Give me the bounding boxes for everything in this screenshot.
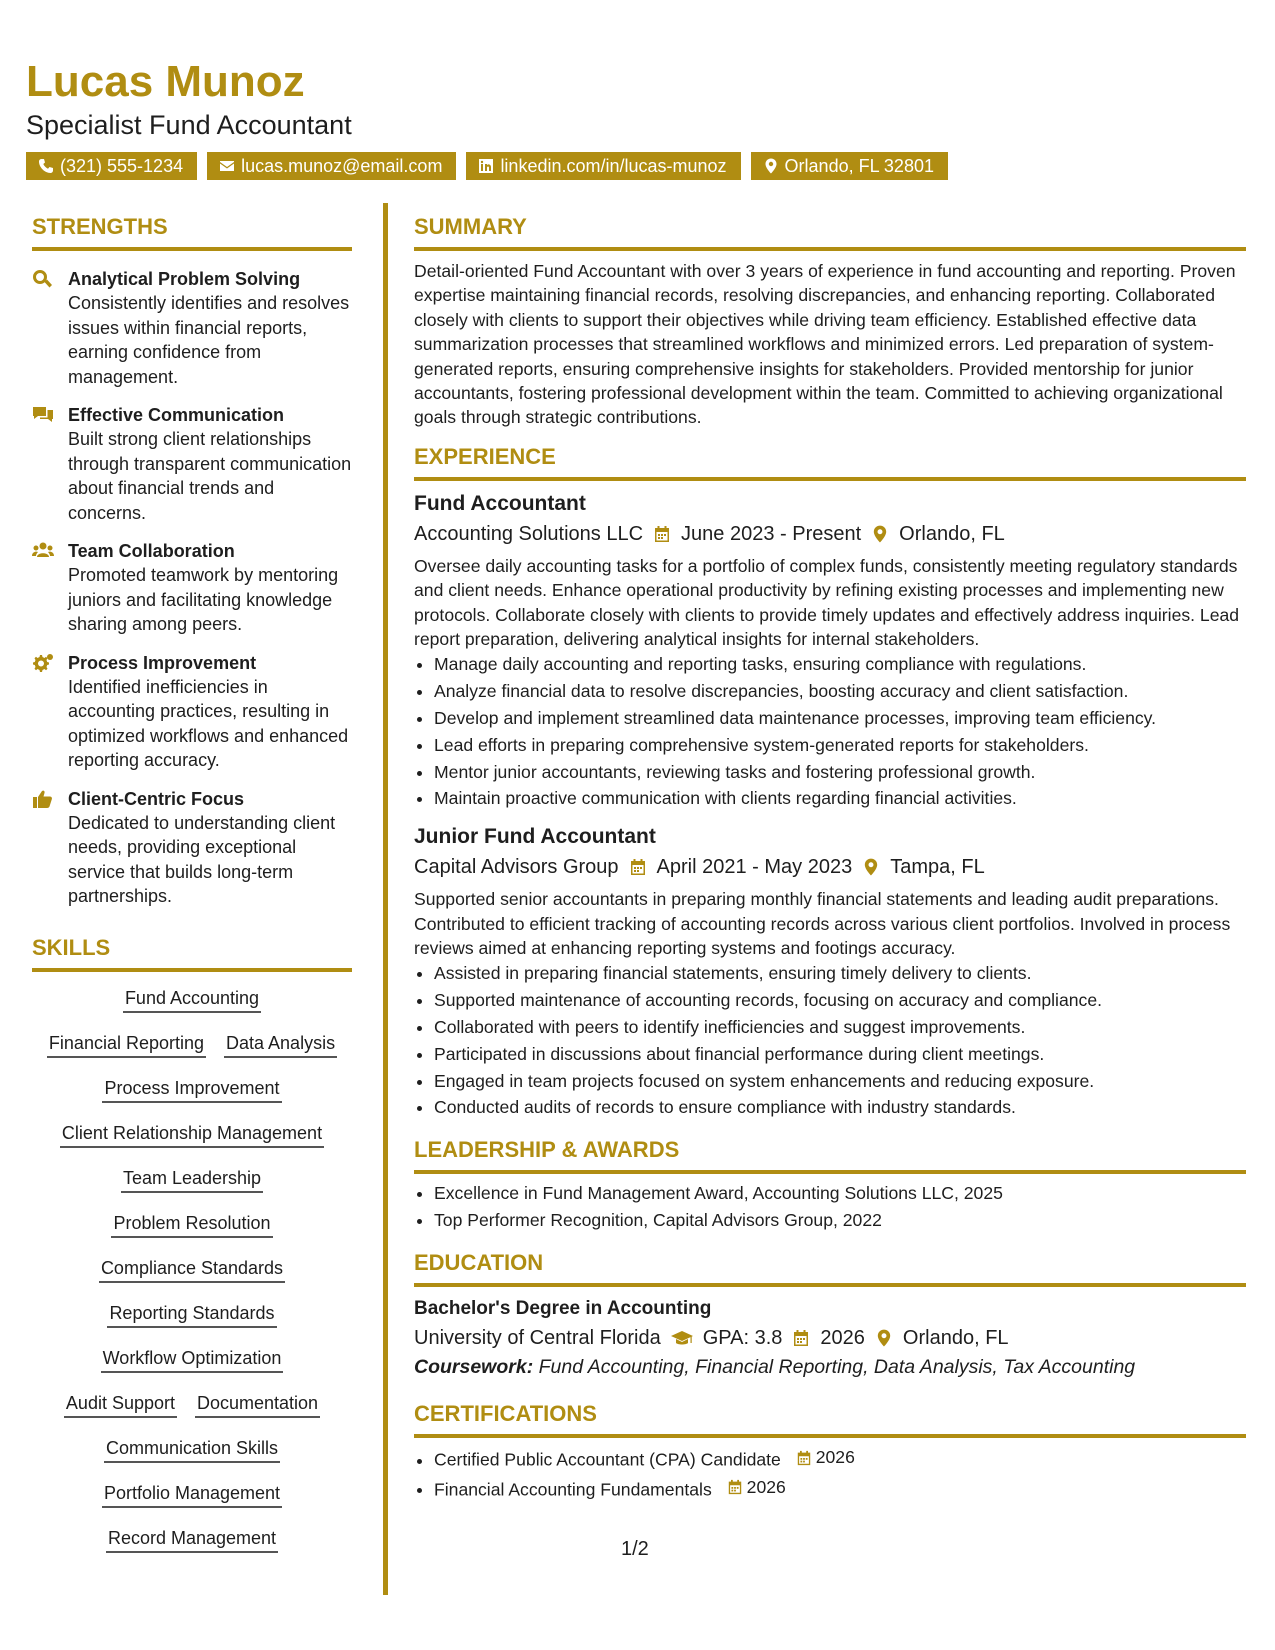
right-column (414, 216, 1246, 1503)
certifications-heading: CERTIFICATIONS (414, 1403, 1246, 1438)
phone-icon (38, 158, 54, 174)
strength-desc: Built strong client relationships through transparent communication about financial trends and concerns. (68, 429, 352, 523)
gpa: GPA: 3.8 (702, 1326, 783, 1349)
skill-row (64, 1391, 320, 1436)
job-entry (414, 493, 1246, 812)
linkedin-icon (478, 158, 494, 174)
skill-tag: Compliance Standards (99, 1256, 285, 1283)
phone-text: (321) 555-1234 (60, 155, 184, 176)
summary-heading: SUMMARY (414, 216, 1246, 251)
skill-row (60, 1121, 324, 1166)
contact-phone (26, 152, 197, 180)
left-column (32, 216, 352, 1571)
skill-tag: Communication Skills (104, 1436, 280, 1463)
bullet-item: • Assisted in preparing financial statements, ensuring timely delivery to clients. (434, 960, 1246, 987)
bullet-item: • Conducted audits of records to ensure compliance with industry standards. (434, 1094, 1246, 1121)
bullet-item: • Mentor junior accountants, reviewing tasks and fostering professional growth. (434, 759, 1246, 786)
job-meta (414, 857, 1246, 877)
education-entry (414, 1299, 1246, 1378)
job-title: Specialist Fund Accountant (26, 110, 352, 140)
contact-bar (26, 152, 948, 180)
chat-bubbles-icon (32, 405, 54, 425)
bullet-item: • Maintain proactive communication with clients regarding financial activities. (434, 785, 1246, 812)
linkedin-text: linkedin.com/in/lucas-munoz (500, 155, 727, 176)
skill-tag: Financial Reporting (47, 1031, 206, 1058)
job-bullets (414, 651, 1246, 812)
strength-desc: Dedicated to understanding client needs, providing exceptional service that builds long-term partnerships. (68, 812, 336, 906)
skill-tag: Client Relationship Management (60, 1121, 324, 1148)
skill-tag: Audit Support (64, 1391, 177, 1418)
job-position: Fund Accountant (414, 491, 586, 515)
job-location: Tampa, FL (890, 856, 985, 879)
skill-tag: Reporting Standards (107, 1301, 276, 1328)
strength-item (32, 403, 352, 525)
calendar-icon (653, 525, 671, 543)
bullet-item: • Supported maintenance of accounting records, focusing on accuracy and compliance. (434, 987, 1246, 1014)
skill-row (99, 1256, 285, 1301)
skill-tag: Workflow Optimization (101, 1346, 284, 1373)
map-pin-icon (875, 1329, 893, 1347)
education-meta (414, 1328, 1246, 1348)
education-location: Orlando, FL (902, 1326, 1009, 1349)
school: University of Central Florida (414, 1326, 661, 1349)
graduation-cap-icon (671, 1329, 693, 1347)
job-meta (414, 524, 1246, 544)
strength-title: Process Improvement (68, 652, 257, 673)
calendar-icon (727, 1479, 743, 1495)
location-text: Orlando, FL 32801 (784, 155, 934, 176)
candidate-name: Lucas Munoz (26, 57, 305, 106)
calendar-icon (792, 1329, 810, 1347)
job-entry (414, 826, 1246, 1121)
skill-row (121, 1166, 263, 1211)
certification-year: 2026 (746, 1476, 786, 1497)
page-number: 1/2 (621, 1538, 649, 1560)
calendar-icon (796, 1450, 812, 1466)
strengths-heading: STRENGTHS (32, 216, 352, 251)
magnifier-icon (32, 269, 54, 289)
experience-heading: EXPERIENCE (414, 446, 1246, 481)
skill-tag: Team Leadership (121, 1166, 263, 1193)
strength-item (32, 651, 352, 773)
leadership-heading: LEADERSHIP & AWARDS (414, 1139, 1246, 1174)
contact-location (751, 152, 948, 180)
skill-tag: Fund Accounting (123, 986, 261, 1013)
graduation-year: 2026 (820, 1326, 865, 1349)
bullet-item: • Lead efforts in preparing comprehensive system-generated reports for stakeholders. (434, 732, 1246, 759)
job-position: Junior Fund Accountant (414, 825, 656, 849)
skill-row (102, 1076, 281, 1121)
summary-text: Detail-oriented Fund Accountant with over 3 years of experience in fund accounting and reporting. Proven expertise maintaining financial records, resolving discrepancies, and enhancing reporting. Collaborated closely with clients to support their objectives while driving team efficiency. Established effective data summarization processes that streamlined workflows and minimized errors. Led preparation of system-generated reports, ensuring comprehensive insights for stakeholders. Provided mentorship for junior accountants, fostering professional development within the team. Committed to achieving organizational goals through strategic contributions. (414, 261, 1236, 428)
bullet-item: • Participated in discussions about financial performance during client meetings. (434, 1041, 1246, 1068)
strength-desc: Promoted teamwork by mentoring juniors and facilitating knowledge sharing among peers. (68, 565, 339, 634)
job-description: Supported senior accountants in preparing monthly financial statements and leading audit preparations. Contributed to efficient tracking of accounting records across various client portfolios. Involved in process reviews aimed at enhancing reporting systems and footings accuracy. (414, 889, 1231, 959)
users-icon (32, 541, 54, 561)
envelope-icon (219, 158, 235, 174)
strength-title: Effective Communication (68, 405, 285, 425)
coursework-list: Fund Accounting, Financial Reporting, Data Analysis, Tax Accounting (538, 1355, 1136, 1378)
certifications-list (414, 1444, 1246, 1502)
job-company: Accounting Solutions LLC (414, 522, 644, 545)
education-heading: EDUCATION (414, 1252, 1246, 1287)
map-pin-icon (862, 858, 880, 876)
job-location: Orlando, FL (899, 522, 1005, 545)
bullet-item: • Analyze financial data to resolve discrepancies, boosting accuracy and client satisfaction. (434, 678, 1246, 705)
certification-item (434, 1444, 1246, 1473)
coursework-label: Coursework: (414, 1355, 534, 1378)
skill-tag: Data Analysis (224, 1031, 337, 1058)
column-divider (383, 203, 388, 1595)
certification-name: Financial Accounting Fundamentals (434, 1478, 712, 1499)
strength-desc: Identified inefficiencies in accounting practices, resulting in optimized workflows and enhanced reporting accuracy. (68, 676, 349, 770)
strength-item (32, 267, 352, 389)
leadership-list (414, 1180, 1246, 1234)
skill-row (106, 1526, 278, 1571)
skill-row (101, 1346, 284, 1391)
thumbs-up-icon (32, 789, 54, 809)
strength-title: Team Collaboration (68, 541, 235, 561)
skill-row (107, 1301, 276, 1346)
skill-tag: Process Improvement (102, 1076, 281, 1103)
job-dates: April 2021 - May 2023 (656, 856, 853, 879)
skill-tag: Record Management (106, 1526, 278, 1553)
certification-name: Certified Public Accountant (CPA) Candidate (434, 1449, 781, 1470)
skill-row (104, 1436, 280, 1481)
email-text: lucas.munoz@email.com (241, 155, 443, 176)
degree: Bachelor's Degree in Accounting (414, 1297, 712, 1319)
strength-title: Analytical Problem Solving (68, 269, 301, 289)
job-bullets (414, 960, 1246, 1121)
certification-item (434, 1474, 1246, 1503)
map-pin-icon (763, 158, 779, 174)
skill-row (111, 1211, 272, 1256)
bullet-item: • Collaborated with peers to identify inefficiencies and suggest improvements. (434, 1014, 1246, 1041)
contact-linkedin[interactable] (466, 152, 740, 180)
map-pin-icon (871, 525, 889, 543)
job-company: Capital Advisors Group (414, 856, 619, 879)
skill-tag: Documentation (195, 1391, 320, 1418)
skill-tag: Portfolio Management (102, 1481, 282, 1508)
strength-title: Client-Centric Focus (68, 788, 245, 809)
job-description: Oversee daily accounting tasks for a portfolio of complex funds, consistently meeting regulatory standards and client needs. Enhance operational productivity by refining existing processes and implementing new protocols. Collaborate closely with clients to provide timely updates and effectively address inquiries. Lead report preparation, delivering analytical insights for internal stakeholders. (414, 555, 1240, 650)
skill-row (123, 986, 261, 1031)
contact-email[interactable] (207, 152, 456, 180)
bullet-item: • Manage daily accounting and reporting tasks, ensuring compliance with regulations. (434, 651, 1246, 678)
certification-year: 2026 (815, 1447, 855, 1468)
skills-list (32, 986, 352, 1571)
gears-icon (32, 653, 54, 673)
strength-desc: Consistently identifies and resolves issues within financial reports, earning confidence from management. (68, 293, 350, 387)
bullet-item: • Excellence in Fund Management Award, Accounting Solutions LLC, 2025 (434, 1180, 1246, 1207)
skill-tag: Problem Resolution (111, 1211, 272, 1238)
skills-heading: SKILLS (32, 937, 352, 972)
bullet-item: • Top Performer Recognition, Capital Advisors Group, 2022 (434, 1207, 1246, 1234)
strength-item (32, 787, 352, 909)
bullet-item: • Engaged in team projects focused on system enhancements and reducing exposure. (434, 1068, 1246, 1095)
job-dates: June 2023 - Present (681, 522, 862, 545)
skill-row (102, 1481, 282, 1526)
skill-row (47, 1031, 337, 1076)
calendar-icon (629, 858, 647, 876)
bullet-item: • Develop and implement streamlined data maintenance processes, improving team efficiency. (434, 705, 1246, 732)
coursework (414, 1355, 1246, 1378)
strength-item (32, 539, 352, 637)
